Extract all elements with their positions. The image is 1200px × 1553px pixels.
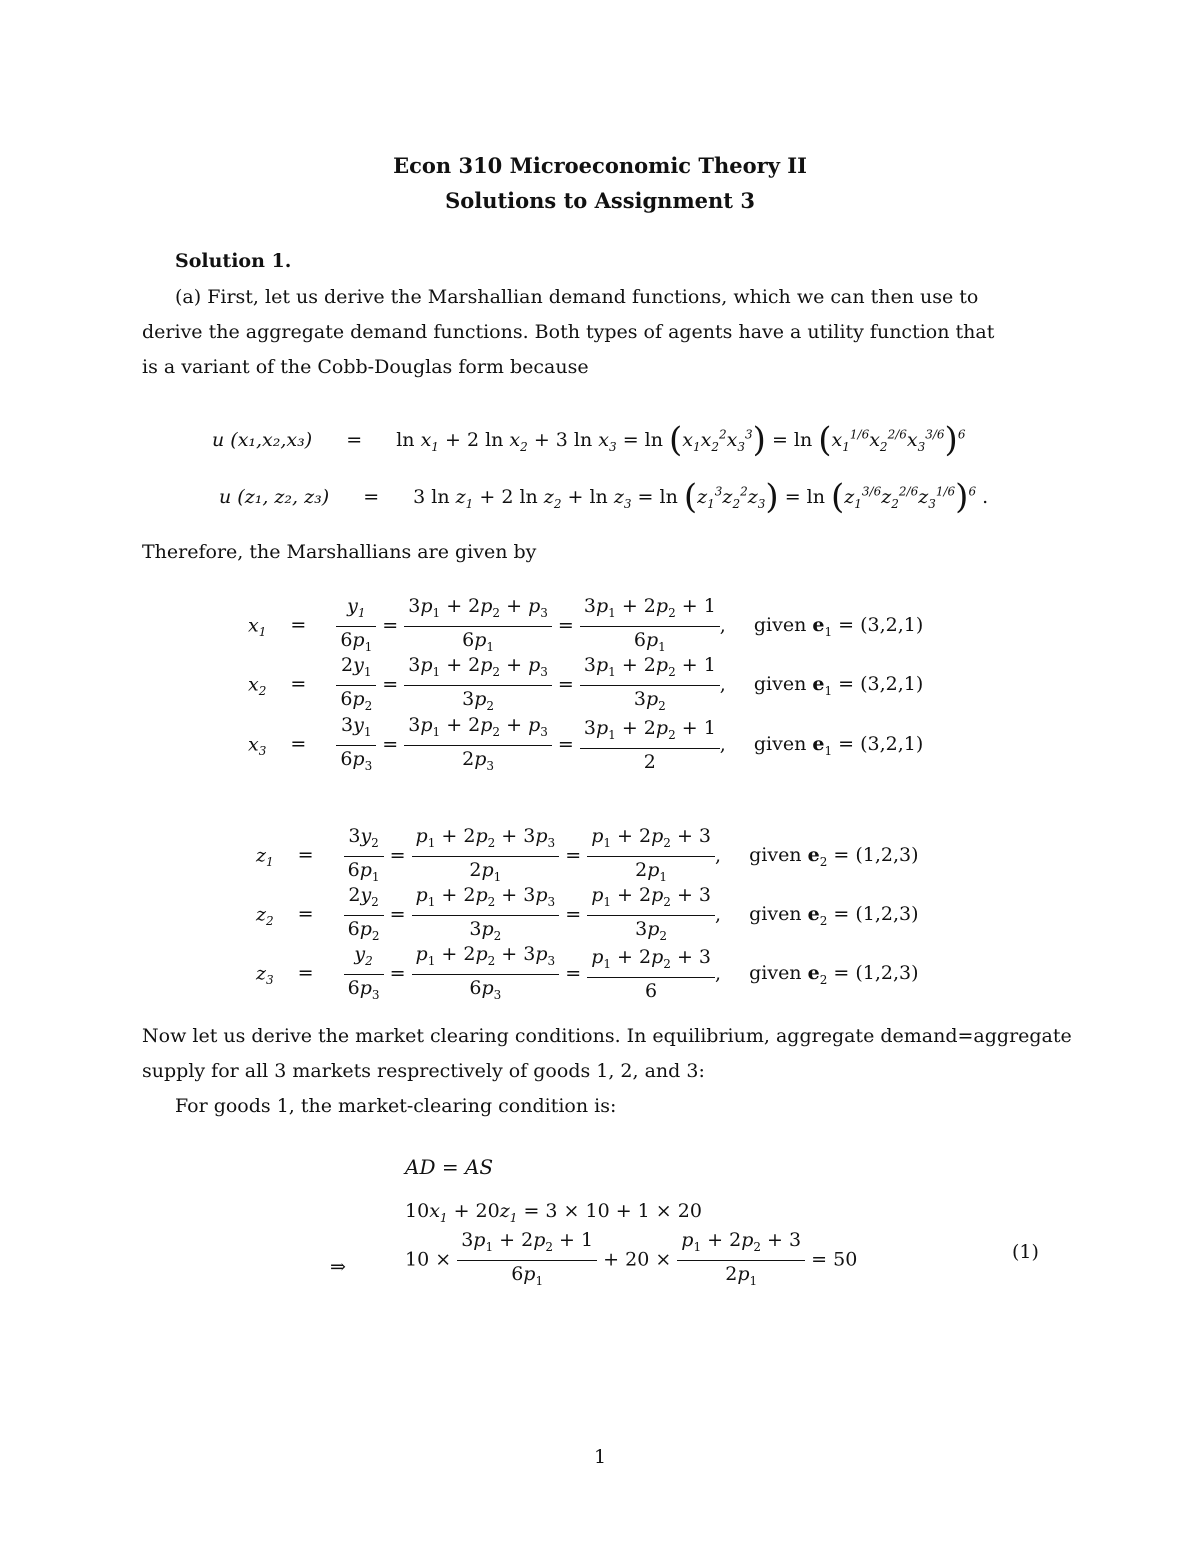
- demand-z3: $z_3$ = $\frac{y_2}{6p_3}$ = $\frac{p_1 + 2p_2 + 3p_3}{6p_3}$ = $\frac{p_1 + 2p_2 + 3}{6}$ , given $e_2 = (1,2,3)$: [256, 943, 919, 1003]
- demand-x2: $x_2$ = $\frac{2y_1}{6p_2}$ = $\frac{3p_1 + 2p_2 + p_3}{3p_2}$ = $\frac{3p_1 + 2p_2 + 1}{3p_2}$ , given $e_1 = (3,2,1)$: [248, 654, 924, 713]
- assignment-title: Solutions to Assignment 3: [445, 188, 755, 213]
- utility-equation-x: u $(x_1,x_2,x_3) = \ln x_1 + 2$ $\ln x_2 + 3$ $\ln x_3 = \ln (x_1x_2^2x_3^3) = \ln (x_1^{1/6}x_2^{2/6}x_3^{3/6})^6$: [212, 420, 966, 460]
- goods1-line: For goods 1, the market-clearing condition is:: [175, 1095, 617, 1117]
- demand-x3: $x_3$ = $\frac{3y_1}{6p_3}$ = $\frac{3p_1 + 2p_2 + p_3}{2p_3}$ = $\frac{3p_1 + 2p_2 + 1}{2}$ , given $e_1 = (3,2,1)$: [248, 714, 924, 774]
- clearing-line-1: Now let us derive the market clearing conditions. In equilibrium, aggregate demand=aggregate: [142, 1025, 1072, 1047]
- demand-x1: $x_1$ = $\frac{y_1}{6p_1}$ = $\frac{3p_1 + 2p_2 + p_3}{6p_1}$ = $\frac{3p_1 + 2p_2 + 1}{6p_1}$ , given $e_1 = (3,2,1)$: [248, 595, 924, 654]
- market-clearing-line-2: 10 × $\frac{3p_1 + 2p_2 + 1}{6p_1}$ + 20 × $\frac{p_1 + 2p_2 + 3}{2p_1}$ = 50: [405, 1229, 858, 1288]
- market-clearing-line-1: $10x_1 + 20z_1 = 3 \times 10 + 1 \times 20$: [405, 1200, 702, 1225]
- intro-line-3: is a variant of the Cobb-Douglas form because: [142, 356, 589, 378]
- course-title: Econ 310 Microeconomic Theory II: [393, 153, 807, 178]
- therefore-line: Therefore, the Marshallians are given by: [142, 541, 537, 563]
- clearing-line-2: supply for all 3 markets resprectively of goods 1, 2, and 3:: [142, 1060, 705, 1082]
- utility-equation-z: u (z₁, z₂, z₃) = 3 $\ln z_1 + 2$ $\ln z_2 + \ln z_3 = \ln (z_1^3z_2^2z_3) = \ln (z_1^{3/6}z_2^{2/6}z_3^{1/6})^6$ .: [219, 477, 989, 517]
- demand-z1: $z_1$ = $\frac{3y_2}{6p_1}$ = $\frac{p_1 + 2p_2 + 3p_3}{2p_1}$ = $\frac{p_1 + 2p_2 + 3}{2p_1}$ , given $e_2 = (1,2,3)$: [256, 825, 919, 884]
- intro-line-2: derive the aggregate demand functions. Both types of agents have a utility function that: [142, 321, 995, 343]
- page-number: 1: [593, 1446, 607, 1468]
- ad-as-equation: AD = AS: [405, 1155, 494, 1179]
- demand-z2: $z_2$ = $\frac{2y_2}{6p_2}$ = $\frac{p_1 + 2p_2 + 3p_3}{3p_2}$ = $\frac{p_1 + 2p_2 + 3}{3p_2}$ , given $e_2 = (1,2,3)$: [256, 884, 919, 943]
- equation-number: (1): [1012, 1241, 1039, 1263]
- implies-symbol: ⇒: [330, 1256, 346, 1278]
- solution-heading: Solution 1.: [175, 250, 292, 272]
- intro-line-1: (a) First, let us derive the Marshallian demand functions, which we can then use to: [175, 286, 979, 308]
